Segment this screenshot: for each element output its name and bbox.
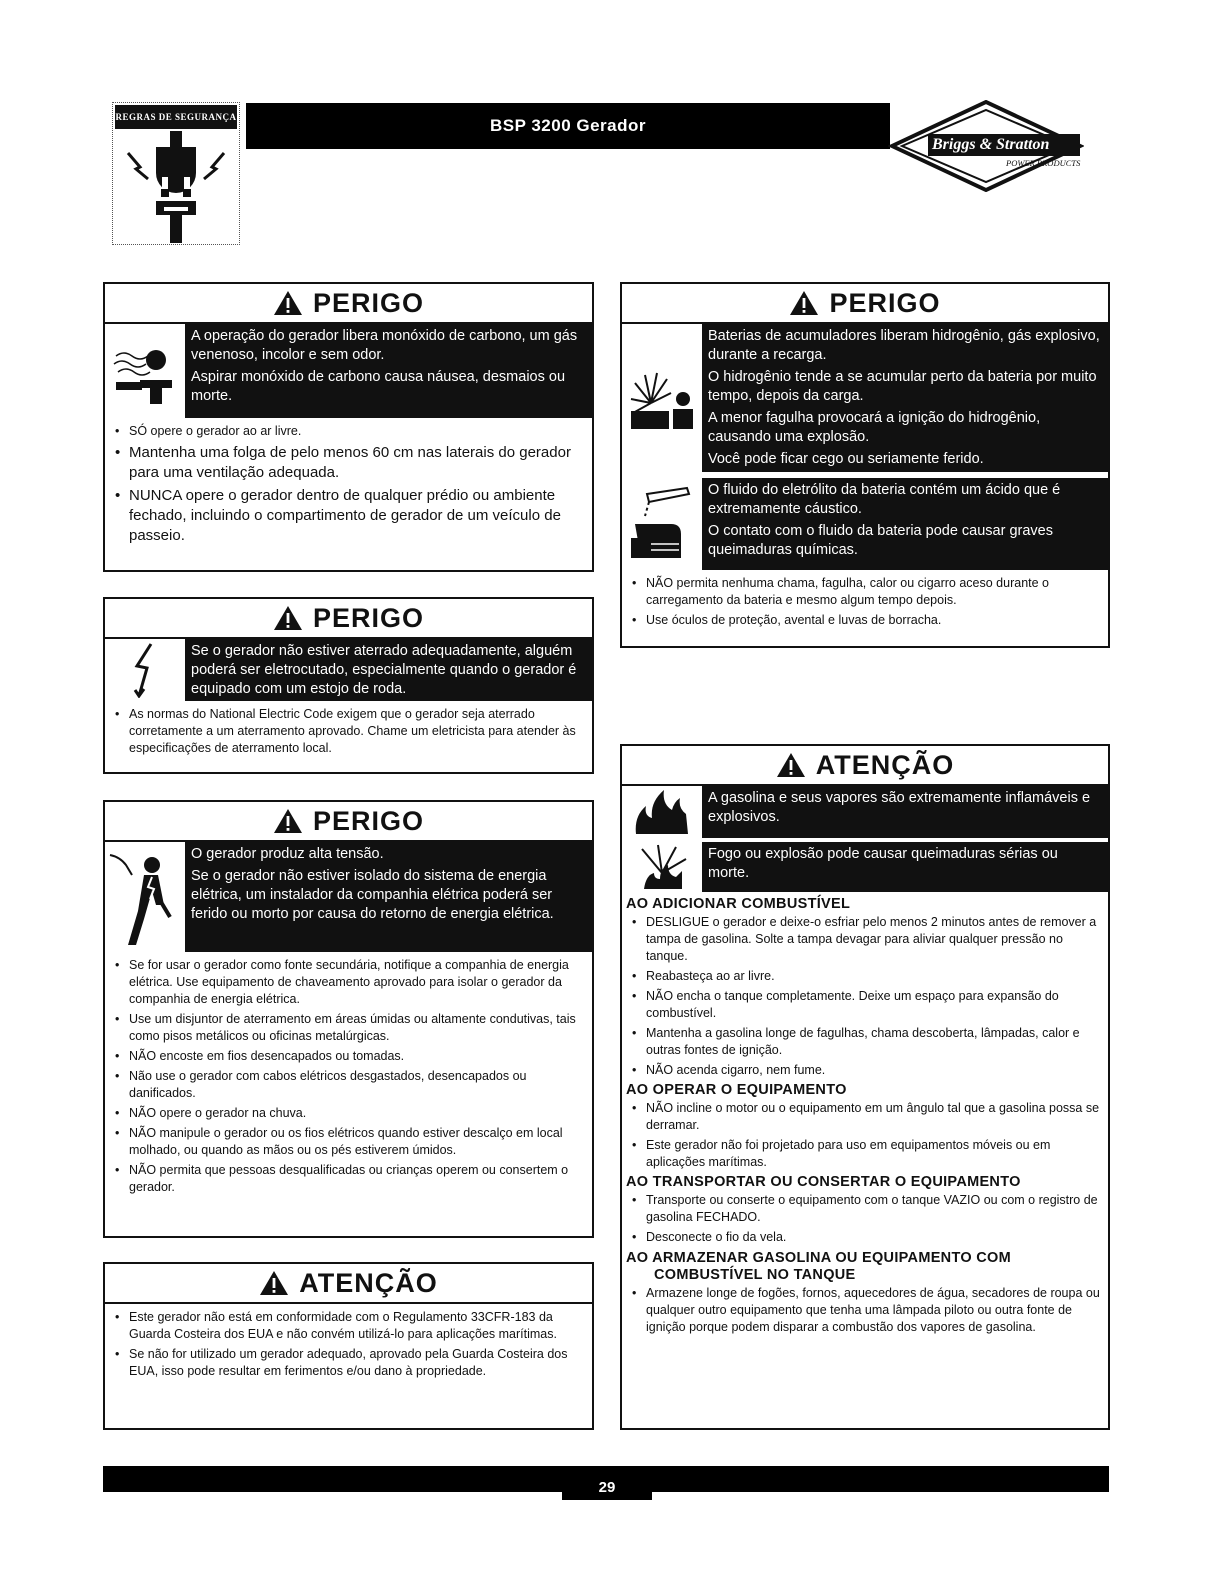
list-item: • Se for usar o gerador como fonte secundária, notifique a companhia de energia elétrica. Use equipamento de chaveamento aprovado para isolar o gerador da companhia de energia elétrica. bbox=[111, 957, 586, 1008]
section-heading: AO OPERAR O EQUIPAMENTO bbox=[626, 1082, 847, 1098]
warning-line: Se o gerador não estiver aterrado adequadamente, alguém poderá ser eletrocutado, especialmente quando o gerador é equipado com um estojo de roda. bbox=[191, 643, 577, 697]
brand-logo bbox=[888, 100, 1084, 192]
warning-line: A menor fagulha provocará a ignição do hidrogênio, causando uma explosão. bbox=[708, 410, 1041, 445]
list-item: • Use um disjuntor de aterramento em áreas úmidas ou altamente condutivas, tais como pisos metálicos ou oficinas metalúrgicas. bbox=[111, 1011, 586, 1045]
bullet-list bbox=[105, 952, 592, 1203]
section-heading: AO TRANSPORTAR OU CONSERTAR O EQUIPAMENTO bbox=[626, 1174, 1021, 1190]
warning-band bbox=[622, 842, 1108, 892]
danger-box-carbon-monoxide bbox=[103, 282, 594, 572]
list-item: • DESLIGUE o gerador e deixe-o esfriar pelo menos 2 minutos antes de remover a tampa de gasolina. Solte a tampa devagar para aliviar qualquer pressão no tanque. bbox=[628, 914, 1102, 965]
list-item: • NÃO encha o tanque completamente. Deixe um espaço para expansão do combustível. bbox=[628, 988, 1102, 1022]
document-title-bar bbox=[246, 103, 890, 149]
list-item: • Mantenha uma folga de pelo menos 60 cm nas laterais do gerador para uma ventilação adequada. bbox=[111, 443, 586, 483]
warning-line: Fogo ou explosão pode causar queimaduras sérias ou morte. bbox=[708, 846, 1058, 881]
pic-frame bbox=[622, 478, 702, 570]
list-item: • SÓ opere o gerador ao ar livre. bbox=[111, 423, 586, 440]
bullet-list bbox=[105, 701, 592, 764]
warning-line: A gasolina e seus vapores são extremamente inflamáveis e explosivos. bbox=[708, 790, 1091, 825]
warning-line: Baterias de acumuladores liberam hidrogênio, gás explosivo, durante a recarga. bbox=[708, 328, 1100, 363]
list-item: • NÃO acenda cigarro, nem fume. bbox=[628, 1062, 1102, 1079]
bullet-list bbox=[105, 418, 592, 553]
list-item: • Não use o gerador com cabos elétricos desgastados, desencapados ou danificados. bbox=[111, 1068, 586, 1102]
flame-icon bbox=[630, 788, 694, 836]
list-item: • Se não for utilizado um gerador adequado, aprovado pela Guarda Costeira dos EUA, isso pode resultar em ferimentos e/ou dano à propriedade. bbox=[111, 1346, 586, 1380]
box-heading-text: PERIGO bbox=[312, 602, 425, 633]
list-item: • Mantenha a gasolina longe de fagulhas, chama descoberta, lâmpadas, calor e outras fontes de ignição. bbox=[628, 1025, 1102, 1059]
warning-line: Se o gerador não estiver isolado do sistema de energia elétrica, um instalador da companhia elétrica poderá ser ferido ou morto por causa do retorno de energia elétrica. bbox=[191, 868, 554, 922]
acid-burn-icon bbox=[627, 484, 697, 564]
list-item: • Transporte ou conserte o equipamento com o tanque VAZIO ou com o registro de gasolina FECHADO. bbox=[628, 1192, 1102, 1226]
warning-text bbox=[702, 842, 1108, 892]
warning-text bbox=[702, 786, 1108, 838]
warning-triangle-icon bbox=[273, 605, 303, 631]
warning-triangle-icon bbox=[789, 290, 819, 316]
bullet-list bbox=[622, 1191, 1108, 1246]
section-heading-continued: COMBUSTÍVEL NO TANQUE bbox=[654, 1267, 856, 1283]
brand-subtitle: POWER PRODUCTS bbox=[1006, 158, 1081, 168]
section-heading: AO ADICIONAR COMBUSTÍVEL bbox=[626, 896, 851, 912]
warning-text bbox=[185, 324, 592, 418]
fire-explosion-icon bbox=[632, 843, 692, 891]
warning-band bbox=[622, 478, 1108, 570]
caution-box-coast-guard bbox=[103, 1262, 594, 1430]
danger-box-battery bbox=[620, 282, 1110, 648]
pic-frame bbox=[105, 639, 185, 701]
warning-band bbox=[622, 786, 1108, 838]
warning-line: O gerador produz alta tensão. bbox=[191, 846, 384, 862]
list-item: • NÃO opere o gerador na chuva. bbox=[111, 1105, 586, 1122]
box-heading-text: PERIGO bbox=[829, 287, 941, 318]
warning-band bbox=[105, 842, 592, 952]
list-item: • Armazene longe de fogões, fornos, aquecedores de água, secadores de roupa ou qualquer outro equipamento que tenha uma lâmpada piloto ou outra fonte de ignição porque podem disparar a combustão dos vapores de gasolina. bbox=[628, 1285, 1102, 1336]
list-item: • As normas do National Electric Code exigem que o gerador seja aterrado corretamente a um aterramento aprovado. Chame um eletricista para atender às especificações de aterramento local. bbox=[111, 706, 586, 757]
danger-box-grounding bbox=[103, 597, 594, 774]
box-heading-text: PERIGO bbox=[312, 287, 425, 318]
pic-frame bbox=[105, 324, 185, 418]
toxic-fumes-icon bbox=[110, 336, 180, 406]
warning-line: Você pode ficar cego ou seriamente ferido. bbox=[708, 451, 984, 467]
pic-frame bbox=[622, 324, 702, 472]
danger-box-high-voltage bbox=[103, 800, 594, 1238]
section-heading: AO ARMAZENAR GASOLINA OU EQUIPAMENTO COM bbox=[626, 1250, 1011, 1266]
safety-rules-badge bbox=[112, 102, 240, 245]
warning-line: O contato com o fluido da bateria pode causar graves queimaduras químicas. bbox=[708, 523, 1053, 558]
list-item: • NÃO permita que pessoas desqualificadas ou crianças operem ou consertem o gerador. bbox=[111, 1162, 586, 1196]
list-item: • Este gerador não foi projetado para uso em equipamentos móveis ou em aplicações marítimas. bbox=[628, 1137, 1102, 1171]
warning-text bbox=[702, 324, 1108, 472]
warning-line: Aspirar monóxido de carbono causa náusea, desmaios ou morte. bbox=[191, 369, 566, 404]
box-heading-text: ATENÇÃO bbox=[299, 1267, 438, 1298]
box-heading bbox=[105, 284, 592, 324]
pic-frame bbox=[105, 842, 185, 952]
warning-triangle-icon bbox=[273, 808, 303, 834]
document-title: BSP 3200 Gerador bbox=[489, 116, 647, 135]
warning-line: O fluido do eletrólito da bateria contém um ácido que é extremamente cáustico. bbox=[708, 482, 1061, 517]
warning-text bbox=[702, 478, 1108, 570]
pic-frame bbox=[622, 842, 702, 892]
list-item: • Use óculos de proteção, avental e luvas de borracha. bbox=[628, 612, 1102, 629]
box-heading bbox=[622, 284, 1108, 324]
box-heading-text: ATENÇÃO bbox=[815, 749, 955, 780]
warning-line: A operação do gerador libera monóxido de carbono, um gás venenoso, incolor e sem odor. bbox=[191, 328, 578, 363]
warning-band bbox=[622, 324, 1108, 472]
list-item: • Reabasteça ao ar livre. bbox=[628, 968, 1102, 985]
bullet-list bbox=[622, 1099, 1108, 1171]
warning-line: O hidrogênio tende a se acumular perto da bateria por muito tempo, depois da carga. bbox=[708, 369, 1097, 404]
list-item: • NUNCA opere o gerador dentro de qualquer prédio ou ambiente fechado, incluindo o compartimento de gerador de um veículo de passeio. bbox=[111, 486, 586, 546]
bullet-list bbox=[622, 1284, 1108, 1336]
explosion-icon bbox=[625, 363, 699, 433]
electrical-plug-icon bbox=[114, 131, 238, 243]
bullet-list bbox=[622, 913, 1108, 1079]
brand-name: Briggs & Stratton bbox=[932, 136, 1050, 153]
bullet-list bbox=[105, 1304, 592, 1387]
warning-triangle-icon bbox=[776, 752, 806, 778]
electrocution-icon bbox=[108, 847, 182, 947]
list-item: • Este gerador não está em conformidade com o Regulamento 33CFR-183 da Guarda Costeira dos EUA e não convém utilizá-lo para aplicações marítimas. bbox=[111, 1309, 586, 1343]
warning-band bbox=[105, 324, 592, 418]
warning-band bbox=[105, 639, 592, 701]
warning-triangle-icon bbox=[259, 1270, 289, 1296]
badge-label: REGRAS DE SEGURANÇA bbox=[115, 105, 237, 129]
box-heading-text: PERIGO bbox=[312, 805, 425, 836]
list-item: • NÃO encoste em fios desencapados ou tomadas. bbox=[111, 1048, 586, 1065]
box-heading bbox=[105, 1264, 592, 1304]
list-item: • Desconecte o fio da vela. bbox=[628, 1229, 1102, 1246]
list-item: • NÃO permita nenhuma chama, fagulha, calor ou cigarro aceso durante o carregamento da bateria e mesmo algum tempo depois. bbox=[628, 575, 1102, 609]
caution-box-fuel bbox=[620, 744, 1110, 1430]
warning-text bbox=[185, 639, 592, 701]
box-heading bbox=[105, 802, 592, 842]
lightning-bolt-icon bbox=[125, 642, 165, 698]
warning-text bbox=[185, 842, 592, 952]
warning-triangle-icon bbox=[273, 290, 303, 316]
page-number: 29 bbox=[562, 1470, 652, 1500]
bullet-list bbox=[622, 570, 1108, 636]
list-item: • NÃO manipule o gerador ou os fios elétricos quando estiver descalço em local molhado, ou quando as mãos ou os pés estiverem úmidos. bbox=[111, 1125, 586, 1159]
pic-frame bbox=[622, 786, 702, 838]
box-heading bbox=[622, 746, 1108, 786]
box-heading bbox=[105, 599, 592, 639]
list-item: • NÃO incline o motor ou o equipamento em um ângulo tal que a gasolina possa se derramar. bbox=[628, 1100, 1102, 1134]
